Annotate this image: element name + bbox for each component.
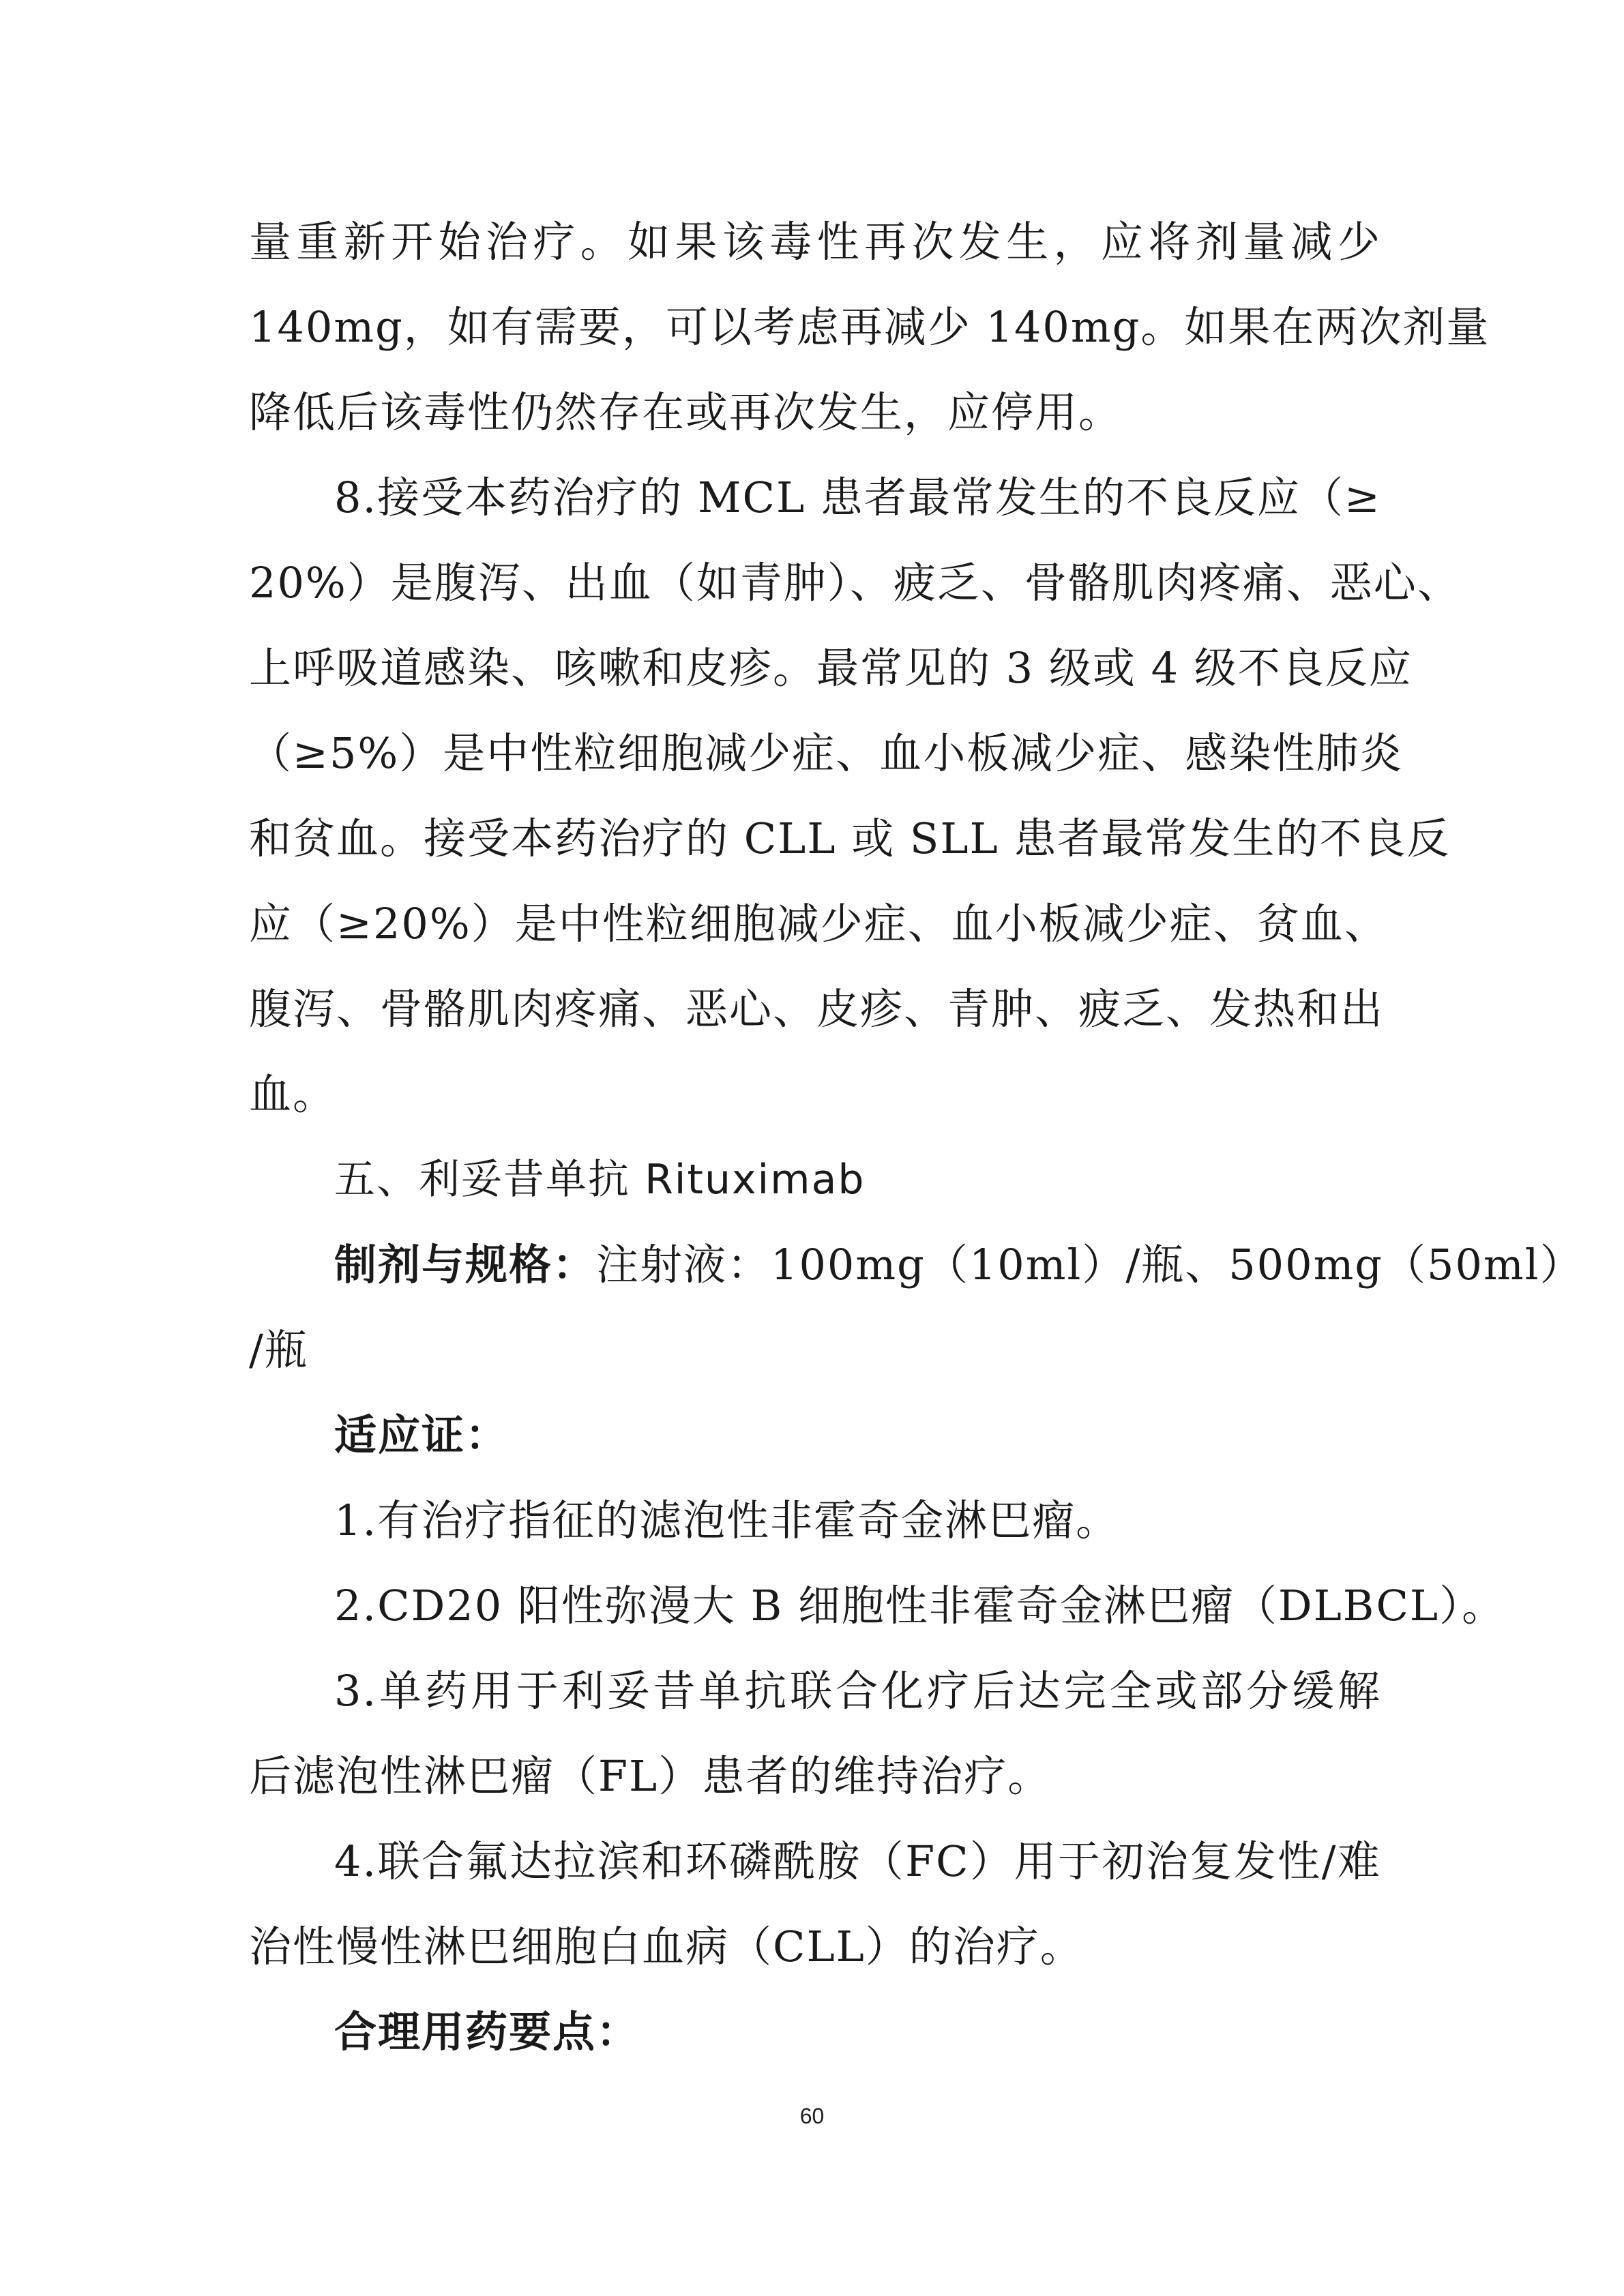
body-line: 血。 <box>249 1069 337 1119</box>
body-line: 降低后该毒性仍然存在或再次发生，应停用。 <box>249 387 1123 437</box>
rational-use-label: 合理用药要点： <box>334 2007 640 2057</box>
body-line: 上呼吸道感染、咳嗽和皮疹。最常见的 3 级或 4 级不良反应 <box>249 643 1413 693</box>
body-line: 和贫血。接受本药治疗的 CLL 或 SLL 患者最常发生的不良反 <box>249 814 1451 863</box>
indication-item: 4.联合氟达拉滨和环磷酰胺（FC）用于初治复发性/难 <box>334 1836 1381 1886</box>
page-number: 60 <box>799 2104 825 2128</box>
indication-item: 治性慢性淋巴细胞白血病（CLL）的治疗。 <box>249 1922 1084 1971</box>
spec-label: 制剂与规格： <box>334 1240 597 1289</box>
body-line: 20%）是腹泻、出血（如青肿）、疲乏、骨骼肌肉疼痛、恶心、 <box>249 558 1461 608</box>
body-line: 腹泻、骨骼肌肉疼痛、恶心、皮疹、青肿、疲乏、发热和出 <box>249 984 1385 1034</box>
body-line: （≥5%）是中性粒细胞减少症、血小板减少症、感染性肺炎 <box>249 728 1404 778</box>
indication-item: 后滤泡性淋巴瘤（FL）患者的维持治疗。 <box>249 1751 1052 1801</box>
body-line: 8.接受本药治疗的 MCL 患者最常发生的不良反应（≥ <box>334 473 1381 522</box>
spec-continuation: /瓶 <box>249 1325 308 1375</box>
indication-item: 1.有治疗指征的滤泡性非霍奇金淋巴瘤。 <box>334 1495 1120 1545</box>
indications-label: 适应证： <box>334 1410 510 1460</box>
body-line: 140mg，如有需要，可以考虑再减少 140mg。如果在两次剂量 <box>249 302 1490 352</box>
body-line: 应（≥20%）是中性粒细胞减少症、血小板减少症、贫血、 <box>249 899 1388 949</box>
spec-line <box>334 1227 1584 1302</box>
indication-item: 3.单药用于利妥昔单抗联合化疗后达完全或部分缓解 <box>334 1666 1381 1716</box>
section-heading: 五、利妥昔单抗 Rituximab <box>334 1156 866 1204</box>
indication-item: 2.CD20 阳性弥漫大 B 细胞性非霍奇金淋巴瘤（DLBCL）。 <box>334 1581 1506 1630</box>
spec-text: 注射液：100mg（10ml）/瓶、500mg（50ml） <box>596 1240 1584 1289</box>
body-line: 量重新开始治疗。如果该毒性再次发生，应将剂量减少 <box>249 217 1381 267</box>
